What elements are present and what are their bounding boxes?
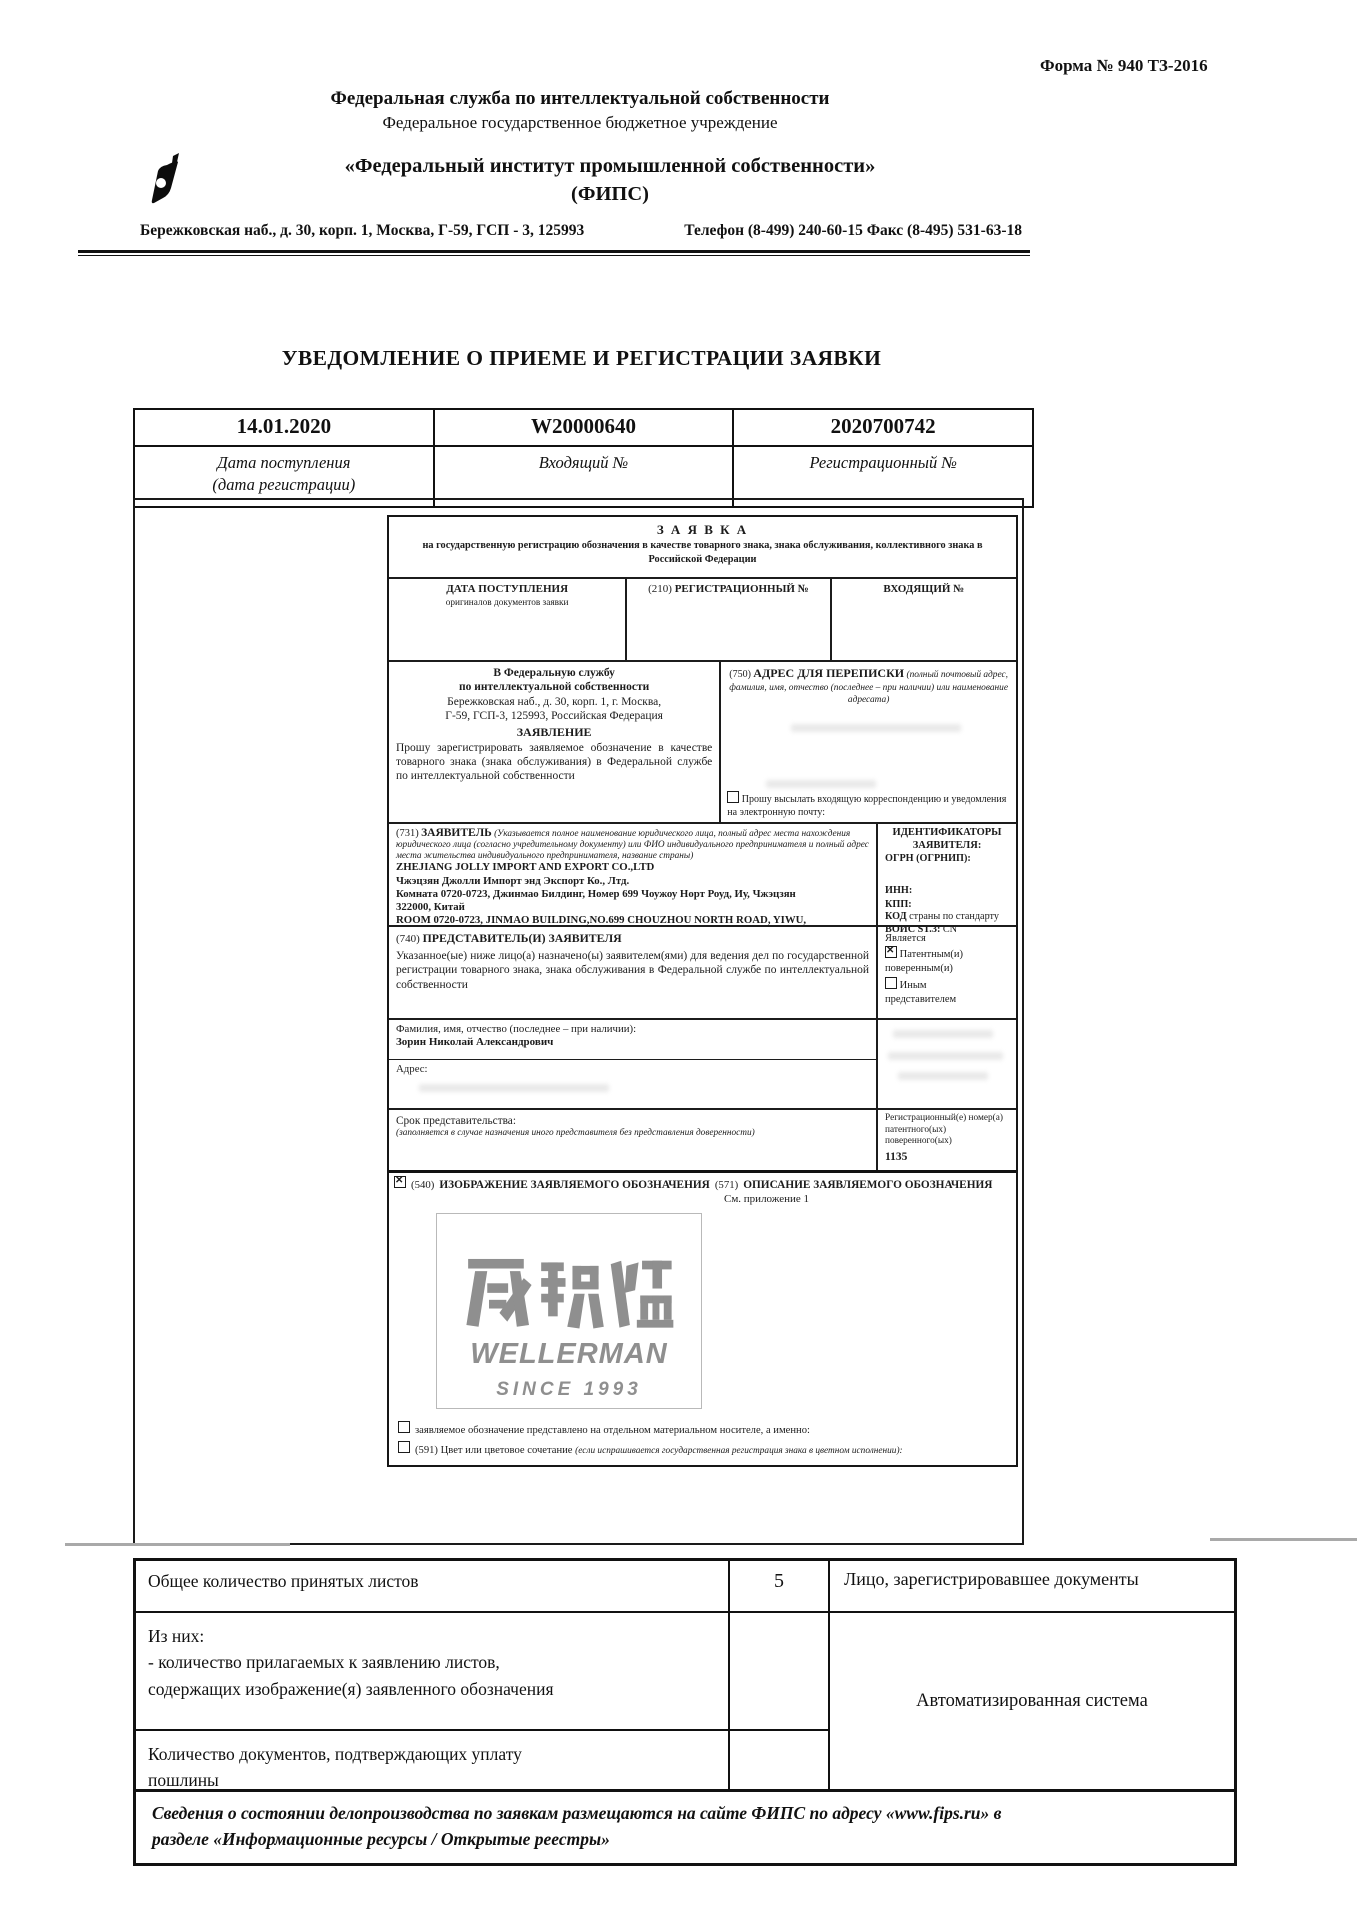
- mark-image-title: ИЗОБРАЖЕНИЕ ЗАЯВЛЯЕМОГО ОБОЗНАЧЕНИЯ: [439, 1179, 710, 1191]
- color-claim-line: (591) Цвет или цветовое сочетание (если испрашивается государственная регистрация знака в цветном исполнении):: [398, 1441, 1011, 1458]
- representative-name: Зорин Николай Александрович: [396, 1036, 554, 1049]
- correspondence-address-cell: (750) АДРЕС ДЛЯ ПЕРЕПИСКИ (полный почтовый адрес, фамилия, имя, отчество (последнее – при наличии) или наименование адресата) Прошу высылать входящую корреспонденцию и уведомления на электронную почту:: [721, 662, 1016, 822]
- redacted-text: [766, 780, 876, 788]
- application-title: З А Я В К А: [656, 522, 749, 537]
- receipt-date-value: 14.01.2020: [236, 414, 332, 438]
- representative-contact-cell: [878, 1020, 1016, 1108]
- application-form-scan: [387, 515, 1018, 1467]
- total-sheets-label: Общее количество принятых листов: [136, 1561, 730, 1611]
- representative-person-rows: [389, 1020, 1016, 1110]
- email-checkbox: [727, 791, 739, 803]
- material-carrier-line: заявляемое обозначение представлено на отдельном материальном носителе, а именно:: [398, 1421, 1011, 1437]
- registrar-value: Автоматизированная система: [828, 1613, 1234, 1789]
- correspondence-note: (полный почтовый адрес, фамилия, имя, отчество (последнее – при наличии) или наименование адресата): [729, 670, 1009, 705]
- mark-description-value: См. приложение 1: [724, 1193, 810, 1206]
- scan-artifact: [65, 1543, 290, 1546]
- term-note: (заполняется в случае назначения иного представителя без представления доверенности): [396, 1128, 755, 1139]
- applicant-identifiers-cell: ИДЕНТИФИКАТОРЫ ЗАЯВИТЕЛЯ: ОГРН (ОГРНИП): ИНН: КПП: КОД страны по стандарту ВОИС ST.3: CN: [878, 824, 1016, 925]
- phone-fax: Телефон (8-499) 240-60-15 Факс (8-495) 531-63-18: [684, 222, 1022, 239]
- mark-description-title: ОПИСАНИЕ ЗАЯВЛЯЕМОГО ОБОЗНАЧЕНИЯ: [743, 1179, 993, 1191]
- postal-address: Бережковская наб., д. 30, корп. 1, Москва, Г-59, ГСП - 3, 125993: [140, 222, 585, 239]
- receipt-date-label: Дата поступления (дата регистрации): [212, 453, 356, 495]
- date-of-receipt-cell: ДАТА ПОСТУПЛЕНИЯ оригиналов документов заявки: [389, 579, 627, 660]
- institute-name: «Федеральный институт промышленной собственности»: [344, 155, 876, 177]
- fips-site-note: Сведения о состоянии делопроизводства по заявкам размещаются на сайте ФИПС по адресу «www.fips.ru» в разделе «Информационные ресурсы / Открытые реестры»: [136, 1789, 1234, 1863]
- representation-term-cell: Срок представительства: (заполняется в случае назначения иного представителя без представления доверенности): [389, 1110, 878, 1170]
- image-sheets-row: [136, 1613, 830, 1731]
- applicant-cell: (731) ЗАЯВИТЕЛЬ (Указывается полное наименование юридического лица, полный адрес места нахождения юридического лица (согласно учредительному документу) или ФИО индивидуального предпринимателя и полный адрес места жительства индивидуального предпринимателя, название страны) ZHEJIANG JOLLY IMPORT AND EXPORT CO.,LTD Чжэцзян Джолли Импорт энд Экспорт Ко., Лтд. Комната 0720-0723, Джинмао Билдинг, Номер 699 Чоужоу Норт Роуд, Иу, Чжэцзян 322000, Китай ROOM 0720-0723, JINMAO BUILDING,NO.699 CHOUZHOU NORTH ROAD, YIWU,: [389, 824, 878, 925]
- registration-number-value: 2020700742: [732, 410, 1032, 445]
- color-claim-note: (если испрашивается государственная регистрация знака в цветном исполнении):: [575, 1446, 903, 1457]
- statement-title: ЗАЯВЛЕНИЕ: [516, 724, 592, 739]
- notice-title: УВЕДОМЛЕНИЕ О ПРИЕМЕ И РЕГИСТРАЦИИ ЗАЯВКИ: [281, 346, 882, 370]
- registration-number-label: Регистрационный №: [732, 447, 1032, 506]
- redacted-text: [888, 1052, 1003, 1060]
- incoming-no-cell: ВХОДЯЩИЙ №: [883, 583, 965, 595]
- total-sheets-row: [136, 1561, 1234, 1613]
- representative-type-cell: Является ✕ Патентным(и) поверенным(и) Иным представителем: [878, 927, 1016, 1018]
- image-sheets-value: [730, 1613, 830, 1729]
- contact-row: [140, 222, 1022, 240]
- fee-documents-label: Количество документов, подтверждающих уплату пошлины: [136, 1731, 730, 1789]
- inn-label: ИНН:: [885, 884, 913, 896]
- trademark-image: [436, 1213, 702, 1409]
- trademark-cjk-art: [463, 1252, 675, 1332]
- wois-country-code: КОД страны по стандарту ВОИС ST.3: CN: [885, 911, 999, 936]
- letterhead-institute: [55, 155, 1165, 206]
- ogrn-label: ОГРН (ОГРНИП):: [885, 853, 971, 865]
- representative-address-cell: Адрес:: [389, 1060, 876, 1114]
- applicant-note: (Указывается полное наименование юридического лица, полный адрес места нахождения юридического лица (согласно учредительному документу) или ФИО индивидуального предпринимателя и полный адрес места жительства индивидуального предпринимателя, название страны): [396, 829, 869, 861]
- application-subtitle: на государственную регистрацию обозначения в качестве товарного знака, знака обслуживания, коллективного знака в Российской Федерации: [422, 540, 983, 565]
- representative-name-cell: Фамилия, имя, отчество (последнее – при наличии): Зорин Николай Александрович: [389, 1020, 876, 1060]
- fee-documents-row: [136, 1731, 830, 1789]
- representative-cell: (740) ПРЕДСТАВИТЕЛЬ(И) ЗАЯВИТЕЛЯ Указанное(ые) ниже лицо(а) назначено(ы) заявителем(ями) для ведения дел по государственной регистрации товарного знака, знака обслуживания в Федеральной службе по интеллектуальной собственности: [389, 927, 878, 1018]
- institute-abbr: (ФИПС): [571, 183, 649, 205]
- redacted-text: [419, 1084, 609, 1092]
- redacted-text: [791, 724, 961, 732]
- kpp-label: КПП:: [885, 898, 912, 910]
- other-representative-checkbox: [885, 977, 897, 989]
- mark-image-checkbox: [394, 1176, 406, 1188]
- redacted-text: [898, 1072, 988, 1080]
- registration-values-row: [135, 410, 1032, 447]
- form-number: Форма № 940 ТЗ-2016: [1040, 56, 1208, 75]
- image-sheets-label: Из них: - количество прилагаемых к заявлению листов, содержащих изображение(я) заявленного обозначения: [136, 1613, 730, 1729]
- color-claim-checkbox: [398, 1441, 410, 1453]
- attorney-reg-number: 1135: [885, 1150, 908, 1163]
- incoming-number-label: Входящий №: [433, 447, 733, 506]
- redacted-text: [893, 1030, 993, 1038]
- statement-text: Прошу зарегистрировать заявляемое обозначение в качестве товарного знака (знака обслуживания) в Федеральной службе по интеллектуальной собственности: [396, 741, 713, 783]
- application-header: [389, 517, 1016, 579]
- header-rule: [78, 250, 1030, 256]
- agency-name: Федеральная служба по интеллектуальной собственности: [330, 88, 830, 109]
- registration-no-cell: (210) РЕГИСТРАЦИОННЫЙ №: [627, 579, 831, 660]
- registrar-label: Лицо, зарегистрировавшее документы: [844, 1569, 1139, 1589]
- mark-image-section: ✕ (540) ИЗОБРАЖЕНИЕ ЗАЯВЛЯЕМОГО ОБОЗНАЧЕНИЯ (571) ОПИСАНИЕ ЗАЯВЛЯЕМОГО ОБОЗНАЧЕНИЯ См. приложение 1 WELLERMAN SINCE 1993 заявляемое обозначение представлено на отдельном материальном носителе, а именно: (591) Цвет или цветовое сочетание (если испрашивается государственная регистрация знака в цветном исполнении):: [389, 1173, 1016, 1460]
- trademark-since: SINCE 1993: [496, 1379, 642, 1401]
- letterhead-top: [0, 88, 1160, 133]
- addressee-and-correspondence-row: [389, 662, 1016, 824]
- fee-documents-value: [730, 1731, 830, 1789]
- applicant-row: [389, 824, 1016, 936]
- registration-labels-row: [135, 447, 1032, 506]
- summary-table: [133, 1558, 1237, 1866]
- attorney-reg-number-cell: Регистрационный(е) номер(а) патентного(ых) поверенного(ых) 1135: [878, 1110, 1016, 1170]
- applicant-details: ZHEJIANG JOLLY IMPORT AND EXPORT CO.,LTD Чжэцзян Джолли Импорт энд Экспорт Ко., Лтд. Комната 0720-0723, Джинмао Билдинг, Номер 699 Чоужоу Норт Роуд, Иу, Чжэцзян 322000, Китай ROOM 0720-0723, JINMAO BUILDING,NO.699 CHOUZHOU NORTH ROAD, YIWU,: [396, 861, 807, 925]
- scan-artifact: [1210, 1538, 1357, 1541]
- institution-type: Федеральное государственное бюджетное учреждение: [382, 113, 778, 132]
- material-carrier-checkbox: [398, 1421, 410, 1433]
- trademark-brand-name: WELLERMAN: [470, 1338, 668, 1371]
- addressee-cell: В Федеральную службу по интеллектуальной собственности Бережковская наб., д. 30, корп. 1, г. Москва, Г-59, ГСП-3, 125993, Российская Федерация ЗАЯВЛЕНИЕ Прошу зарегистрировать заявляемое обозначение в качестве товарного знака (знака обслуживания) в Федеральной службе по интеллектуальной собственности: [389, 662, 721, 822]
- representative-text: Указанное(ые) ниже лицо(а) назначено(ы) заявителем(ями) для ведения дел по государственной регистрации товарного знака, знака обслуживания в Федеральной службе по интеллектуальной собственности: [396, 949, 870, 991]
- patent-attorney-checkbox: [885, 946, 897, 958]
- total-sheets-value: 5: [730, 1561, 830, 1611]
- application-numbers-row: [389, 579, 1016, 662]
- registration-table: [133, 408, 1034, 508]
- incoming-number-value: W20000640: [433, 410, 733, 445]
- representative-row: [389, 927, 1016, 1020]
- representation-term-row: [389, 1110, 1016, 1170]
- email-checkbox-line: Прошу высылать входящую корреспонденцию и уведомления на электронную почту:: [727, 791, 1012, 819]
